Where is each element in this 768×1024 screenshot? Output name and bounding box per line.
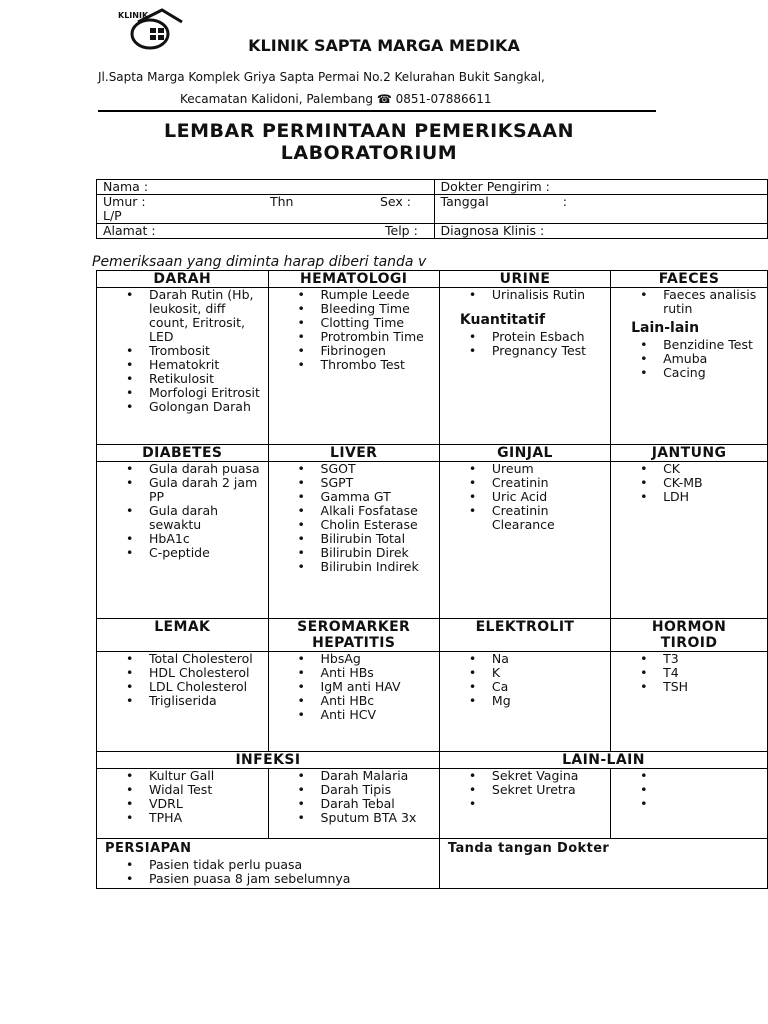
seromarker-header bbox=[268, 619, 439, 652]
lain-lain-subheader: Lain-lain bbox=[631, 320, 700, 336]
clinic-name: KLINIK SAPTA MARGA MEDIKA bbox=[248, 36, 520, 55]
exam-item[interactable]: • Morfologi Eritrosit bbox=[149, 386, 268, 400]
exam-item[interactable]: • Gamma GT bbox=[321, 490, 439, 504]
exam-item[interactable]: • T3 bbox=[663, 652, 767, 666]
liver-header: LIVER bbox=[268, 445, 439, 462]
alamat-field[interactable] bbox=[97, 224, 435, 239]
exam-item[interactable]: • Kultur Gall bbox=[149, 769, 268, 783]
exam-item[interactable]: • Bilirubin Direk bbox=[321, 546, 439, 560]
phone-icon: ☎ bbox=[376, 92, 392, 106]
exam-item[interactable]: • CK bbox=[663, 462, 767, 476]
form-title bbox=[100, 120, 638, 164]
exam-item[interactable]: • Sputum BTA 3x bbox=[321, 811, 439, 825]
exam-item[interactable]: • Anti HBs bbox=[321, 666, 439, 680]
exam-item[interactable]: • Golongan Darah bbox=[149, 400, 268, 414]
exam-item[interactable]: • Urinalisis Rutin bbox=[492, 288, 610, 302]
exam-item[interactable]: • HbsAg bbox=[321, 652, 439, 666]
lemak-header: LEMAK bbox=[97, 619, 269, 652]
tanggal-colon: : bbox=[562, 194, 567, 209]
lain-lain-cell-b bbox=[611, 769, 768, 839]
exam-item[interactable]: • Total Cholesterol bbox=[149, 652, 268, 666]
exam-item[interactable]: • Darah Tebal bbox=[321, 797, 439, 811]
exam-item[interactable]: • Alkali Fosfatase bbox=[321, 504, 439, 518]
exam-item[interactable]: • Trombosit bbox=[149, 344, 268, 358]
dokter-pengirim-field[interactable]: Dokter Pengirim : bbox=[434, 180, 767, 195]
form-title-line-2: LABORATORIUM bbox=[280, 142, 458, 164]
persiapan-title: PERSIAPAN bbox=[105, 841, 192, 856]
hormon-header bbox=[611, 619, 768, 652]
signature-label: Tanda tangan Dokter bbox=[447, 841, 610, 856]
diabetes-header: DIABETES bbox=[97, 445, 269, 462]
exam-item[interactable]: • Thrombo Test bbox=[321, 358, 439, 372]
exam-item[interactable]: • Protrombin Time bbox=[321, 330, 439, 344]
lemak-cell bbox=[97, 652, 269, 752]
exam-item[interactable]: • Retikulosit bbox=[149, 372, 268, 386]
tanggal-field[interactable] bbox=[434, 195, 767, 224]
exam-item[interactable]: • Darah Tipis bbox=[321, 783, 439, 797]
address-city: Kecamatan Kalidoni, Palembang bbox=[180, 92, 377, 106]
infeksi-cell-b bbox=[268, 769, 439, 839]
exam-item[interactable]: • Widal Test bbox=[149, 783, 268, 797]
exam-item[interactable] bbox=[663, 769, 767, 783]
tanggal-label: Tanggal bbox=[440, 194, 489, 209]
address-line-2 bbox=[180, 92, 492, 106]
persiapan-item[interactable]: • Pasien puasa 8 jam sebelumnya bbox=[149, 872, 439, 886]
logo-text: KLINIK bbox=[118, 11, 149, 20]
diabetes-cell bbox=[97, 462, 269, 619]
darah-cell bbox=[97, 288, 269, 445]
lain-lain-cell-a bbox=[439, 769, 610, 839]
exam-item[interactable] bbox=[663, 783, 767, 797]
exam-item[interactable]: • SGPT bbox=[321, 476, 439, 490]
exam-item[interactable]: • Rumple Leede bbox=[321, 288, 439, 302]
hormon-cell bbox=[611, 652, 768, 752]
exam-item[interactable]: • Bilirubin Indirek bbox=[321, 560, 439, 574]
exam-item[interactable]: • Ca bbox=[492, 680, 610, 694]
exam-item[interactable]: • Faeces analisis rutin bbox=[663, 288, 767, 316]
exam-item[interactable]: • T4 bbox=[663, 666, 767, 680]
persiapan-cell bbox=[97, 839, 440, 889]
diagnosa-field[interactable]: Diagnosa Klinis : bbox=[434, 224, 767, 239]
address-line-1: Jl.Sapta Marga Komplek Griya Sapta Permai No.2 Kelurahan Bukit Sangkal, bbox=[98, 70, 545, 84]
exam-table bbox=[96, 270, 768, 889]
liver-cell bbox=[268, 462, 439, 619]
exam-item[interactable]: • Bleeding Time bbox=[321, 302, 439, 316]
seromarker-title-2: HEPATITIS bbox=[312, 635, 396, 651]
exam-item[interactable]: • Bilirubin Total bbox=[321, 532, 439, 546]
header-divider bbox=[98, 110, 656, 112]
nama-field[interactable]: Nama : bbox=[97, 180, 435, 195]
exam-item[interactable]: • Ureum bbox=[492, 462, 610, 476]
umur-field[interactable] bbox=[97, 195, 435, 224]
exam-item[interactable]: • Gula darah sewaktu bbox=[149, 504, 268, 532]
exam-item[interactable]: • Benzidine Test bbox=[663, 338, 767, 352]
exam-item[interactable]: • C-peptide bbox=[149, 546, 268, 560]
jantung-cell bbox=[611, 462, 768, 619]
umur-label: Umur : bbox=[103, 194, 146, 209]
lain-lain-header: LAIN-LAIN bbox=[439, 752, 767, 769]
ginjal-header: GINJAL bbox=[439, 445, 610, 462]
exam-item[interactable]: • LDL Cholesterol bbox=[149, 680, 268, 694]
infeksi-cell-a bbox=[97, 769, 269, 839]
patient-info-table bbox=[96, 179, 768, 239]
infeksi-header: INFEKSI bbox=[97, 752, 440, 769]
exam-item[interactable]: • HbA1c bbox=[149, 532, 268, 546]
exam-item[interactable]: • Gula darah puasa bbox=[149, 462, 268, 476]
exam-item[interactable]: • Pregnancy Test bbox=[492, 344, 610, 358]
hematologi-cell bbox=[268, 288, 439, 445]
exam-item[interactable]: • HDL Cholesterol bbox=[149, 666, 268, 680]
exam-item[interactable]: • TPHA bbox=[149, 811, 268, 825]
ginjal-cell bbox=[439, 462, 610, 619]
exam-item[interactable]: • Creatinin bbox=[492, 476, 610, 490]
seromarker-title-1: SEROMARKER bbox=[297, 619, 411, 635]
exam-item[interactable]: • Amuba bbox=[663, 352, 767, 366]
hormon-title-1: HORMON bbox=[651, 619, 727, 635]
exam-item[interactable]: • Clotting Time bbox=[321, 316, 439, 330]
telp-label: Telp : bbox=[385, 223, 418, 238]
exam-item[interactable]: • Sekret Uretra bbox=[492, 783, 610, 797]
alamat-label: Alamat : bbox=[103, 223, 156, 238]
lp-label: L/P bbox=[103, 208, 122, 223]
exam-item[interactable]: • Cholin Esterase bbox=[321, 518, 439, 532]
exam-item[interactable]: • Uric Acid bbox=[492, 490, 610, 504]
exam-item[interactable]: • Hematokrit bbox=[149, 358, 268, 372]
exam-item[interactable]: • Anti HBc bbox=[321, 694, 439, 708]
elektrolit-header: ELEKTROLIT bbox=[439, 619, 610, 652]
exam-item[interactable]: • Mg bbox=[492, 694, 610, 708]
sex-label: Sex : bbox=[380, 194, 411, 209]
faeces-header: FAECES bbox=[611, 271, 768, 288]
exam-item[interactable]: • VDRL bbox=[149, 797, 268, 811]
exam-item[interactable]: • K bbox=[492, 666, 610, 680]
signature-cell bbox=[439, 839, 767, 889]
jantung-header: JANTUNG bbox=[611, 445, 768, 462]
exam-item[interactable]: • TSH bbox=[663, 680, 767, 694]
exam-item[interactable]: • Cacing bbox=[663, 366, 767, 380]
form-title-line-1: LEMBAR PERMINTAAN PEMERIKSAAN bbox=[164, 120, 574, 142]
elektrolit-cell bbox=[439, 652, 610, 752]
hematologi-header: HEMATOLOGI bbox=[268, 271, 439, 288]
exam-item[interactable] bbox=[492, 797, 610, 811]
darah-header: DARAH bbox=[97, 271, 269, 288]
exam-item[interactable]: • IgM anti HAV bbox=[321, 680, 439, 694]
phone-number: 0851-07886611 bbox=[391, 92, 492, 106]
persiapan-item[interactable]: • Pasien tidak perlu puasa bbox=[149, 858, 439, 872]
exam-item[interactable]: • Darah Rutin (Hb, leukosit, diff count, Eritrosit, LED bbox=[149, 288, 268, 344]
exam-item[interactable]: • Protein Esbach bbox=[492, 330, 610, 344]
exam-item[interactable] bbox=[663, 797, 767, 811]
exam-item[interactable]: • SGOT bbox=[321, 462, 439, 476]
exam-item[interactable]: • Na bbox=[492, 652, 610, 666]
exam-item[interactable]: • Sekret Vagina bbox=[492, 769, 610, 783]
exam-item[interactable]: • LDH bbox=[663, 490, 767, 504]
kuantitatif-subheader: Kuantitatif bbox=[459, 312, 546, 328]
exam-item[interactable]: • Trigliserida bbox=[149, 694, 268, 708]
exam-item[interactable]: • Fibrinogen bbox=[321, 344, 439, 358]
faeces-cell bbox=[611, 288, 768, 445]
urine-cell bbox=[439, 288, 610, 445]
instruction-note: Pemeriksaan yang diminta harap diberi tanda v bbox=[92, 254, 427, 270]
exam-item[interactable]: • Creatinin Clearance bbox=[492, 504, 610, 532]
hormon-title-2: TIROID bbox=[660, 635, 718, 651]
exam-item[interactable]: • Gula darah 2 jam PP bbox=[149, 476, 268, 504]
exam-item[interactable]: • CK-MB bbox=[663, 476, 767, 490]
urine-header: URINE bbox=[439, 271, 610, 288]
thn-label: Thn bbox=[270, 194, 294, 209]
exam-item[interactable]: • Darah Malaria bbox=[321, 769, 439, 783]
exam-item[interactable]: • Anti HCV bbox=[321, 708, 439, 722]
seromarker-cell bbox=[268, 652, 439, 752]
